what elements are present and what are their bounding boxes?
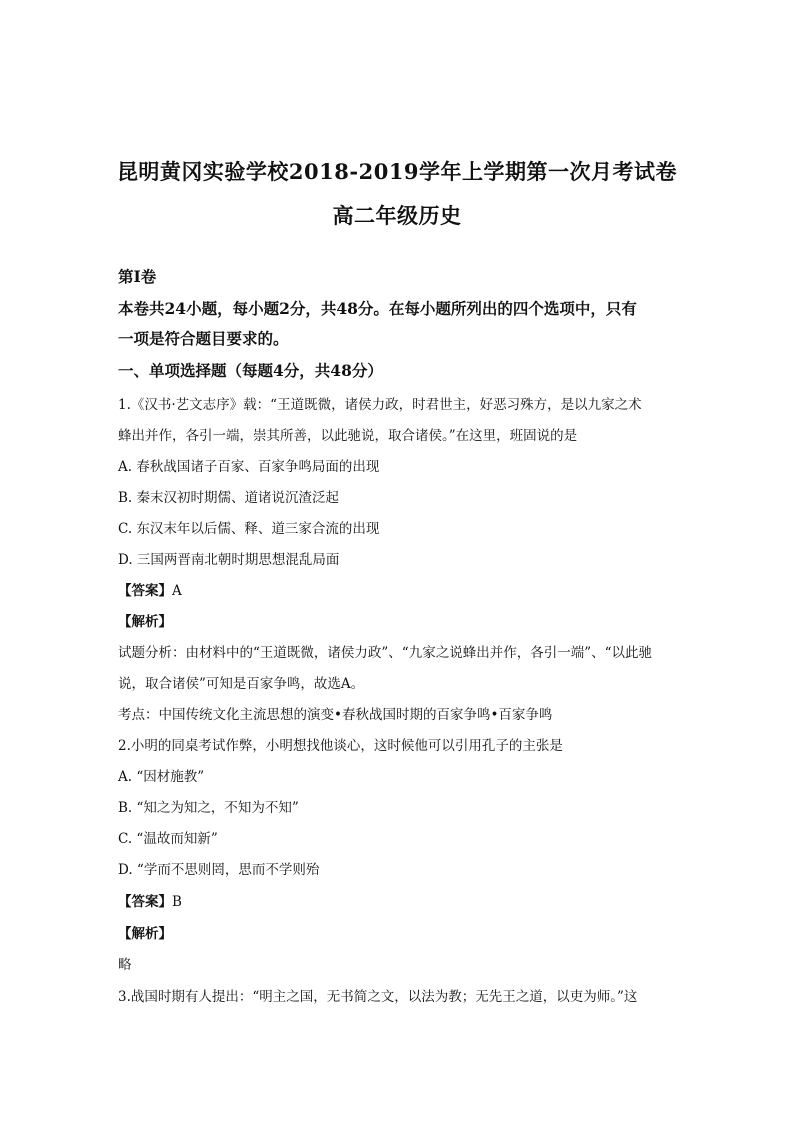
answer-label: 【答案】: [118, 894, 172, 910]
q1-option-c: C. 东汉末年以后儒、释、道三家合流的出现: [118, 521, 380, 537]
exam-title: 昆明黄冈实验学校2018-2019学年上学期第一次月考试卷: [116, 159, 678, 184]
answer-value: A: [172, 583, 182, 599]
instructions-line-2: 一项是符合题目要求的。: [118, 329, 289, 348]
answer-label: 【答案】: [118, 583, 172, 599]
q1-option-a: A. 春秋战国诸子百家、百家争鸣局面的出现: [118, 459, 380, 475]
volume-label: 第I卷: [118, 267, 157, 286]
q2-option-d: D. “学而不思则罔，思而不学则殆: [118, 862, 320, 878]
q2-analysis-line-1: 略: [118, 957, 132, 973]
q1-analysis-line-1: 试题分析：由材料中的“王道既微，诸侯力政”、“九家之说蜂出并作，各引一端”、“以此驰: [118, 645, 653, 661]
instructions-line-1: 本卷共24小题，每小题2分，共48分。在每小题所列出的四个选项中，只有: [118, 299, 637, 318]
q2-option-c: C. “温故而知新”: [118, 831, 218, 847]
q2-answer: [118, 893, 678, 911]
section-heading: 一、单项选择题（每题4分，共48分）: [118, 361, 383, 380]
q2-stem-line-1: 2.小明的同桌考试作弊，小明想找他谈心，这时候他可以引用孔子的主张是: [118, 738, 563, 754]
q1-analysis-line-2: 说，取合诸侯”可知是百家争鸣，故选A。: [118, 676, 365, 692]
q3-stem-line-1: 3.战国时期有人提出：“明主之国，无书简之文，以法为教；无先王之道，以吏为师。”这: [118, 989, 638, 1005]
q1-stem-line-1: 1.《汉书·艺文志序》载：“王道既微，诸侯力政，时君世主，好恶习殊方，是以九家之术: [118, 397, 642, 413]
q2-option-a: A. “因材施教”: [118, 769, 205, 785]
q2-option-b: B. “知之为知之，不知为不知”: [118, 800, 299, 816]
q1-stem-line-2: 蜂出并作，各引一端，崇其所善，以此驰说，取合诸侯。”在这里，班固说的是: [118, 428, 578, 444]
q2-analysis-label: 【解析】: [118, 926, 172, 942]
q1-analysis-label: 【解析】: [118, 614, 172, 630]
exam-subtitle: 高二年级历史: [332, 203, 462, 228]
q1-option-b: B. 秦末汉初时期儒、道诸说沉渣泛起: [118, 490, 340, 506]
answer-value: B: [172, 894, 182, 910]
q1-note: 考点：中国传统文化主流思想的演变•春秋战国时期的百家争鸣•百家争鸣: [118, 707, 553, 723]
q1-option-d: D. 三国两晋南北朝时期思想混乱局面: [118, 552, 340, 568]
q1-answer: [118, 582, 678, 600]
